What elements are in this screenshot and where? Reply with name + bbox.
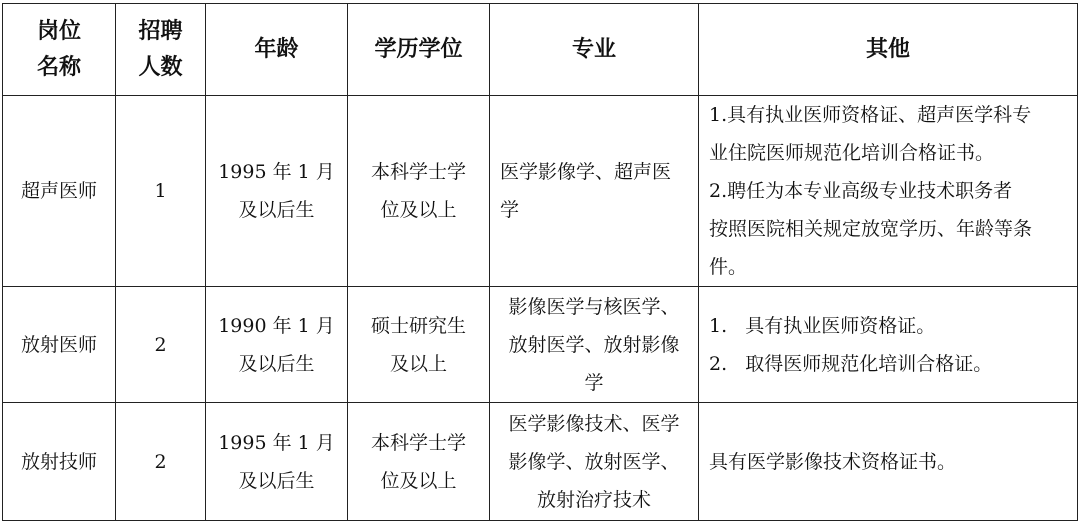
other-cell: 具有医学影像技术资格证书。 [699, 403, 1078, 521]
table-row [3, 96, 1078, 287]
table-row [3, 403, 1078, 521]
other-cell: 1.具有执业医师资格证、超声医学科专 业住院医师规范化培训合格证书。 2.聘任为本专业高级专业技术职务者 按照医院相关规定放宽学历、年龄等条 件。 [699, 96, 1078, 287]
education-cell: 硕士研究生 及以上 [348, 287, 490, 403]
other-cell: 1. 具有执业医师资格证。 2. 取得医师规范化培训合格证。 [699, 287, 1078, 403]
post-name-cell: 放射医师 [3, 287, 116, 403]
major-cell: 影像医学与核医学、 放射医学、放射影像 学 [490, 287, 699, 403]
header-post-name: 岗位 名称 [3, 4, 116, 96]
education-cell: 本科学士学 位及以上 [348, 96, 490, 287]
header-education: 学历学位 [348, 4, 490, 96]
header-quota: 招聘 人数 [116, 4, 206, 96]
education-cell: 本科学士学 位及以上 [348, 403, 490, 521]
table-row [3, 287, 1078, 403]
major-cell: 医学影像学、超声医 学 [490, 96, 699, 287]
quota-cell: 2 [116, 287, 206, 403]
age-cell: 1995 年 1 月 及以后生 [206, 96, 348, 287]
age-cell: 1995 年 1 月 及以后生 [206, 403, 348, 521]
header-major: 专业 [490, 4, 699, 96]
age-cell: 1990 年 1 月 及以后生 [206, 287, 348, 403]
header-row [3, 4, 1078, 96]
quota-cell: 1 [116, 96, 206, 287]
header-other: 其他 [699, 4, 1078, 96]
post-name-cell: 放射技师 [3, 403, 116, 521]
header-age: 年龄 [206, 4, 348, 96]
post-name-cell: 超声医师 [3, 96, 116, 287]
major-cell: 医学影像技术、医学 影像学、放射医学、 放射治疗技术 [490, 403, 699, 521]
quota-cell: 2 [116, 403, 206, 521]
recruitment-table [2, 3, 1078, 521]
